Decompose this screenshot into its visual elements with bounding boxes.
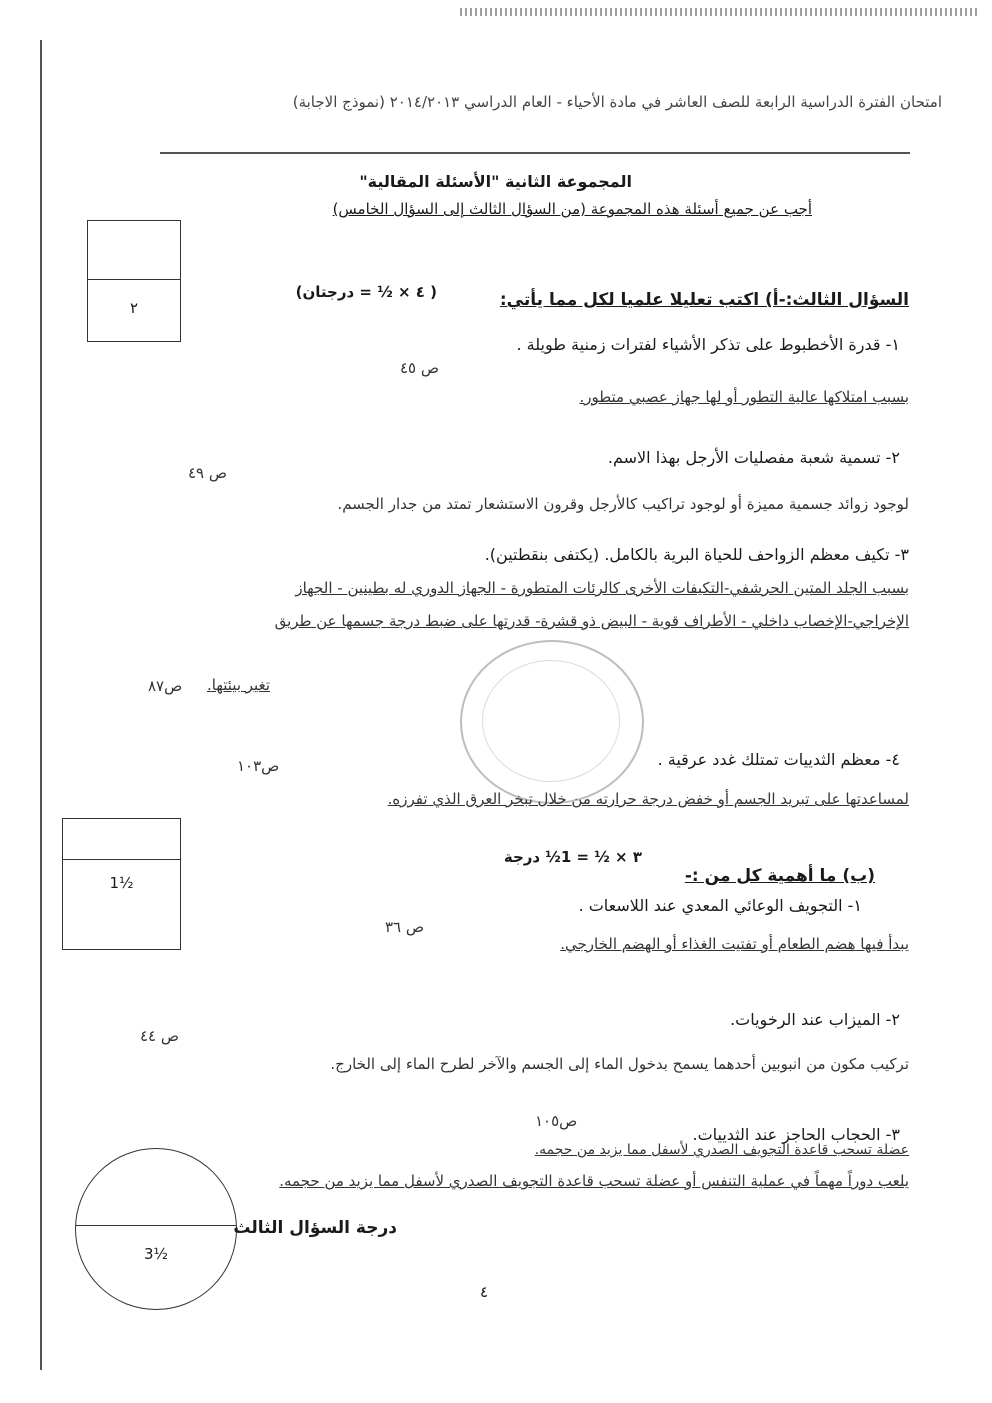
q3a-item-1-answer: بسبب امتلاكها عالية التطور أو لها جهاز عصبي متطور. [579,388,909,406]
q3b-item-2-ref: ص ٤٤ [140,1027,180,1045]
q3b-item-2-answer: تركيب مكون من انبوبين أحدهما يسمح بدخول الماء إلى الجسم والآخر لطرح الماء إلى الخارج. [330,1055,909,1073]
score-box-divider [88,279,180,280]
score-box-q3b-value: 1½ [109,874,134,892]
q3b-item-1-ref: ص ٣٦ [385,918,425,936]
school-stamp [460,640,644,804]
q3a-item-3-answer-3: تغير بيئتها. [207,676,270,694]
total-score-divider [76,1225,236,1226]
q3b-marks: ٣ × ½ = 1½ درجة [503,848,642,866]
q3a-item-2: ٢- تسمية شعبة مفصليات الأرجل بهذا الاسم. [607,448,900,467]
q3-title: السؤال الثالث:-أ) اكتب تعليلا علميا لكل مما يأتي: [499,290,909,310]
q3a-item-4-answer: لمساعدتها على تبريد الجسم أو خفض درجة حرارته من خلال تبخر العرق الذي تفرزه. [387,790,909,808]
q3a-item-2-ref: ص ٤٩ [188,464,228,482]
q3b-title: (ب) ما أهمية كل من :- [684,866,875,886]
score-box-divider [63,859,180,860]
q3a-item-1: ١- قدرة الأخطبوط على تذكر الأشياء لفترات زمنية طويلة . [516,335,900,354]
scan-noise-strip [460,8,980,16]
exam-header: امتحان الفترة الدراسية الرابعة للصف العاشر في مادة الأحياء - العام الدراسي ٢٠١٤/٢٠١٣ (نموذج الاجابة) [292,93,942,111]
left-margin-line [40,40,42,1370]
q3a-item-3: ٣- تكيف معظم الزواحف للحياة البرية بالكامل. (يكتفى بنقطتين). [484,545,909,564]
q3a-item-2-answer: لوجود زوائد جسمية مميزة أو لوجود تراكيب كالأرجل وقرون الاستشعار تمتد من جدار الجسم. [337,495,909,513]
q3-total-label: درجة السؤال الثالث [233,1218,397,1238]
q3b-item-1-answer: يبدأ فيها هضم الطعام أو تفتيت الغذاء أو الهضم الخارجي. [560,935,909,953]
q3b-item-3-ref: ص١٠٥ [535,1112,578,1130]
q3b-item-3-answer-2: يلعب دوراً مهماً في عملية التنفس أو عضلة تسحب قاعدة التجويف الصدري لأسفل مما يزيد من حجمه. [279,1172,909,1190]
q3a-item-3-ref: ص٨٧ [148,677,183,695]
q3b-item-2: ٢- الميزاب عند الرخويات. [730,1010,900,1029]
q3a-item-3-answer-2: الإخراجي-الإخصاب داخلي - الأطراف قوية - البيض ذو قشرة- قدرتها على ضبط درجة جسمها عن طريق [274,612,909,630]
total-score-circle [75,1148,237,1310]
score-box-q3a-value: ٢ [129,299,139,317]
total-score-value: 3½ [143,1245,169,1263]
q3a-item-3-answer-1: بسبب الجلد المتين الحرشفي-التكيفات الأخرى كالرئات المتطورة - الجهاز الدوري له بطينين - الجهاز [295,579,909,597]
group-instruction: أجب عن جميع أسئلة هذه المجموعة (من السؤال الثالث إلى السؤال الخامس) [332,200,812,218]
school-stamp-inner [482,660,620,782]
group-title: المجموعة الثانية "الأسئلة المقالية" [359,172,632,191]
q3b-item-3-answer-1: عضلة تسحب قاعدة التجويف الصدري لأسفل مما يزيد من حجمه. [534,1142,909,1158]
page-number: ٤ [480,1283,489,1301]
score-box-q3b [62,818,181,950]
q3a-item-4: ٤- معظم الثدييات تمتلك غدد عرقية . [657,750,900,769]
q3a-item-4-ref: ص١٠٣ [237,757,280,775]
q3b-item-3: ٣- الحجاب الحاجز عند الثدييات. [692,1125,900,1144]
q3a-item-1-ref: ص ٤٥ [400,359,440,377]
score-box-q3a [87,220,181,342]
q3b-item-1: ١- التجويف الوعائي المعدي عند اللاسعات . [578,896,862,915]
header-rule [160,152,910,154]
q3-marks: ( ٤ × ½ = درجتان) [295,283,437,301]
